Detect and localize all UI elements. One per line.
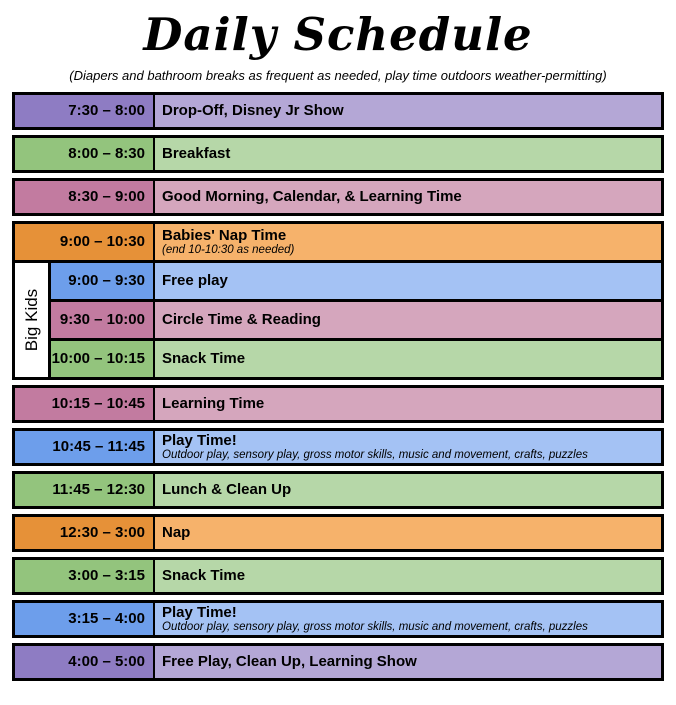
activity-cell	[155, 560, 661, 592]
activity-title: Play Time!	[162, 431, 237, 449]
activity-title: Snack Time	[162, 566, 246, 584]
schedule-band	[12, 385, 664, 423]
activity-cell	[155, 138, 661, 170]
activity-title: Drop-Off, Disney Jr Show	[162, 101, 344, 119]
activity-cell	[155, 388, 661, 420]
time-cell: 10:00 – 10:15	[51, 341, 155, 377]
activity-title: Free Play, Clean Up, Learning Show	[162, 652, 417, 670]
time-cell: 3:00 – 3:15	[15, 560, 155, 592]
page-title: Daily Schedule	[143, 8, 533, 61]
schedule-band	[12, 178, 664, 216]
activity-cell	[155, 646, 661, 678]
schedule-band	[12, 92, 664, 130]
activity-cell	[155, 263, 661, 299]
time-cell: 9:30 – 10:00	[51, 302, 155, 338]
time-cell: 9:00 – 9:30	[51, 263, 155, 299]
time-cell: 10:15 – 10:45	[15, 388, 155, 420]
schedule-band	[12, 557, 664, 595]
activity-title: Play Time!	[162, 603, 237, 621]
schedule-row	[51, 341, 661, 377]
schedule-row	[15, 603, 661, 635]
time-cell: 8:00 – 8:30	[15, 138, 155, 170]
schedule-band	[12, 135, 664, 173]
time-cell: 3:15 – 4:00	[15, 603, 155, 635]
activity-title: Lunch & Clean Up	[162, 480, 292, 498]
activity-title: Free play	[162, 271, 228, 289]
big-kids-rows	[51, 263, 661, 377]
schedule-band	[12, 428, 664, 466]
activity-cell	[155, 181, 661, 213]
schedule-row	[15, 646, 661, 678]
big-kids-label-cell	[15, 263, 51, 377]
big-kids-section	[15, 263, 661, 377]
time-cell: 9:00 – 10:30	[15, 224, 155, 260]
activity-title: Good Morning, Calendar, & Learning Time	[162, 187, 462, 205]
page-subtitle: (Diapers and bathroom breaks as frequent as needed, play time outdoors weather-permitting)	[69, 67, 607, 83]
schedule-row	[15, 388, 661, 420]
activity-cell	[155, 302, 661, 338]
schedule-row	[15, 474, 661, 506]
schedule-row	[15, 517, 661, 549]
activity-note: (end 10-10:30 as needed)	[162, 243, 295, 256]
morning-group-band	[12, 221, 664, 380]
activity-title: Breakfast	[162, 144, 231, 162]
schedule-table	[12, 92, 664, 681]
time-cell: 10:45 – 11:45	[15, 431, 155, 463]
schedule-row	[15, 431, 661, 463]
activity-cell	[155, 517, 661, 549]
schedule-band	[12, 471, 664, 509]
activity-title: Babies' Nap Time	[162, 226, 287, 244]
schedule-row	[15, 95, 661, 127]
schedule-band	[12, 643, 664, 681]
schedule-row	[15, 224, 661, 263]
schedule-row	[51, 302, 661, 341]
activity-title: Nap	[162, 523, 191, 541]
big-kids-label: Big Kids	[21, 288, 41, 351]
activity-cell	[155, 341, 661, 377]
schedule-row	[15, 138, 661, 170]
time-cell: 11:45 – 12:30	[15, 474, 155, 506]
activity-cell	[155, 224, 661, 260]
activity-title: Snack Time	[162, 349, 246, 367]
schedule-band	[12, 514, 664, 552]
activity-title: Circle Time & Reading	[162, 310, 321, 328]
time-cell: 4:00 – 5:00	[15, 646, 155, 678]
activity-cell	[155, 95, 661, 127]
activity-note: Outdoor play, sensory play, gross motor skills, music and movement, crafts, puzzles	[162, 448, 588, 461]
activity-cell	[155, 431, 661, 463]
schedule-row	[15, 181, 661, 213]
schedule-row	[15, 560, 661, 592]
time-cell: 12:30 – 3:00	[15, 517, 155, 549]
time-cell: 7:30 – 8:00	[15, 95, 155, 127]
schedule-band	[12, 600, 664, 638]
time-cell: 8:30 – 9:00	[15, 181, 155, 213]
activity-cell	[155, 603, 661, 635]
activity-title: Learning Time	[162, 394, 265, 412]
schedule-row	[51, 263, 661, 302]
activity-cell	[155, 474, 661, 506]
activity-note: Outdoor play, sensory play, gross motor skills, music and movement, crafts, puzzles	[162, 620, 588, 633]
